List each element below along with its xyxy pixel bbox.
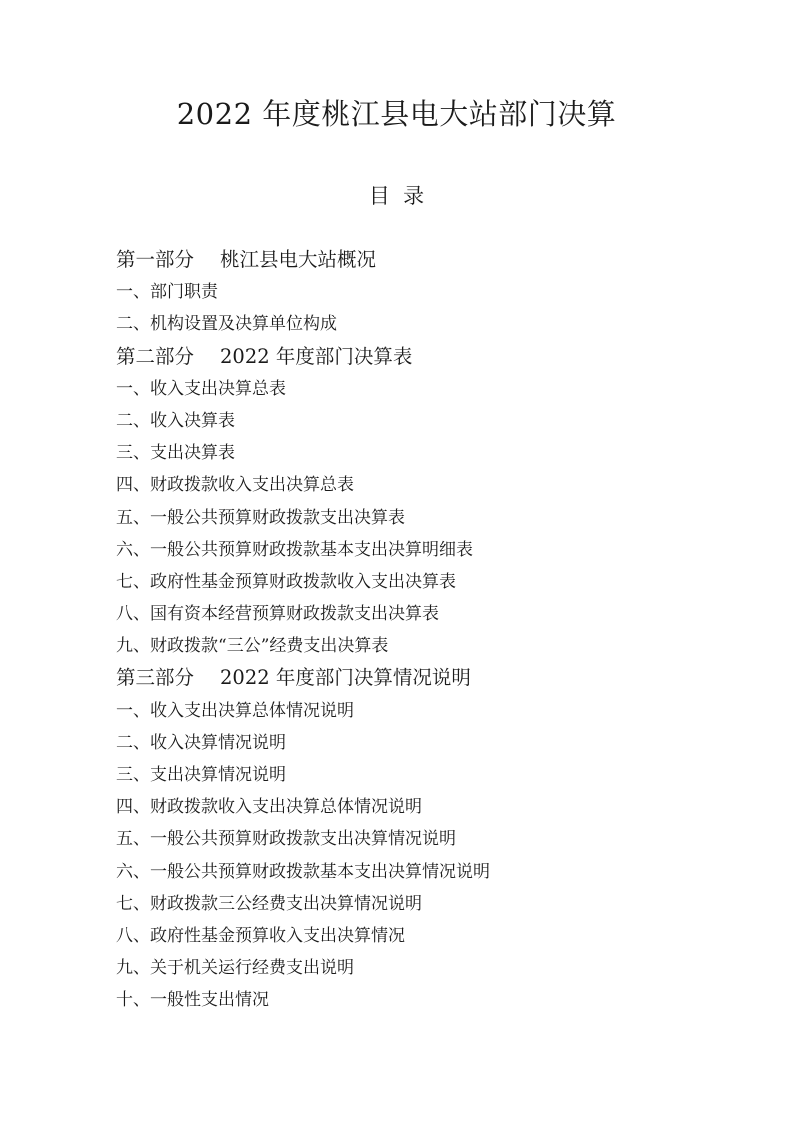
toc-item	[116, 405, 716, 437]
toc-item	[116, 920, 716, 952]
table-of-contents	[116, 244, 716, 1017]
toc-item-text: 六、一般公共预算财政拨款基本支出决算明细表	[116, 539, 473, 560]
toc-item-text: 九、关于机关运行经费支出说明	[116, 958, 354, 979]
toc-heading: 目 录	[368, 184, 425, 208]
toc-item-text: 五、一般公共预算财政拨款支出决算情况说明	[116, 829, 456, 850]
toc-item-text: 二、收入决算情况说明	[116, 732, 286, 753]
toc-item-text: 一、收入支出决算总表	[116, 378, 286, 399]
page-title: 2022 年度桃江县电大站部门决算	[176, 97, 617, 131]
toc-item	[116, 727, 716, 759]
toc-item	[116, 952, 716, 984]
toc-item	[116, 791, 716, 823]
toc-part-heading	[116, 244, 716, 276]
toc-item-text: 七、政府性基金预算财政拨款收入支出决算表	[116, 571, 456, 592]
toc-item	[116, 823, 716, 855]
toc-item-text: 八、国有资本经营预算财政拨款支出决算表	[116, 604, 439, 625]
toc-item-text: 六、一般公共预算财政拨款基本支出决算情况说明	[116, 861, 490, 882]
toc-item-text: 二、机构设置及决算单位构成	[116, 314, 337, 335]
toc-item-text: 七、财政拨款三公经费支出决算情况说明	[116, 893, 422, 914]
toc-item-text: 三、支出决算表	[116, 443, 235, 464]
toc-item	[116, 502, 716, 534]
toc-item-text: 三、支出决算情况说明	[116, 765, 286, 785]
toc-item-text: 八、政府性基金预算收入支出决算情况	[116, 925, 405, 946]
toc-item	[116, 759, 716, 791]
toc-item-text: 四、财政拨款收入支出决算总体情况说明	[116, 797, 422, 818]
toc-item-text: 二、收入决算表	[116, 410, 235, 431]
toc-item-text: 一、部门职责	[116, 282, 218, 303]
toc-item	[116, 856, 716, 888]
toc-item	[116, 373, 716, 405]
toc-item-text: 九、财政拨款“三公”经费支出决算表	[116, 636, 389, 657]
toc-part-heading	[116, 341, 716, 373]
toc-item	[116, 308, 716, 340]
toc-item	[116, 566, 716, 598]
toc-item	[116, 276, 716, 308]
toc-part-label: 第二部分	[116, 344, 195, 368]
toc-item	[116, 695, 716, 727]
toc-item	[116, 888, 716, 920]
toc-part-title: 2022 年度部门决算情况说明	[220, 666, 471, 690]
toc-item	[116, 984, 716, 1016]
toc-item-text: 五、一般公共预算财政拨款支出决算表	[116, 507, 405, 528]
toc-part-title: 桃江县电大站概况	[220, 248, 377, 271]
toc-item-text: 一、收入支出决算总体情况说明	[116, 700, 354, 721]
toc-item	[116, 437, 716, 469]
toc-part-label: 第三部分	[116, 666, 195, 690]
toc-item	[116, 630, 716, 662]
toc-item-text: 十、一般性支出情况	[116, 990, 269, 1011]
toc-item	[116, 598, 716, 630]
toc-item	[116, 534, 716, 566]
toc-item-text: 四、财政拨款收入支出决算总表	[116, 475, 354, 496]
toc-item	[116, 469, 716, 501]
toc-part-title: 2022 年度部门决算表	[220, 344, 413, 368]
toc-part-heading	[116, 662, 716, 694]
toc-part-label: 第一部分	[116, 248, 195, 271]
